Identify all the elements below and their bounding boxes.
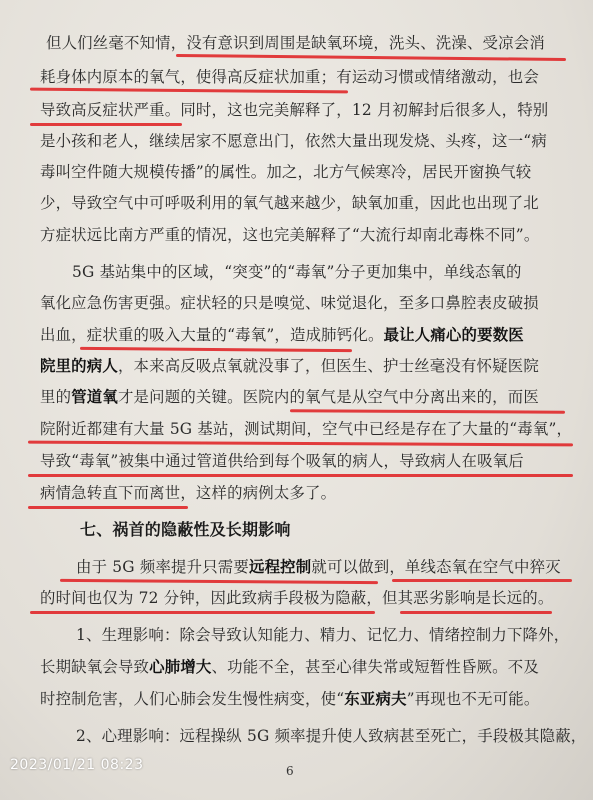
text-line: 导致高反症状严重。同时，这也完美解释了，12 月初解封后很多人，特别 [40,101,549,119]
paragraph-start: 2、心理影响：远程操纵 5G 频率提升使人致病甚至死亡，手段极其隐蔽， [76,727,587,745]
text-line: 院里的病人，本来高反吸点氧就没事了，但医生、护士丝毫没有怀疑医院 [40,357,539,375]
text-line: 里的管道氧才是问题的关键。医院内的氧气是从空气中分离出来的，而医 [40,388,539,406]
text-line: 耗身体内原本的氧气，使得高反症状加重；有运动习惯或情绪激动，也会 [40,68,539,86]
text-line: 院附近都建有大量 5G 基站，测试期间，空气中已经是存在了大量的“毒氧”， [40,420,573,438]
highlight-underline [400,611,552,614]
highlight-underline [30,123,182,126]
text-line: 氧化应急伤害更强。症状轻的只是嗅觉、味觉退化，至多口鼻腔表皮破损 [40,294,539,312]
highlight-underline [30,611,375,614]
text-line: 少，导致空气中可呼吸利用的氧气越来越少，缺氧加重，因此也出现了北 [40,194,539,212]
text-line: 方症状远比南方严重的情况，这也完美解释了“大流行却南北毒株不同”。 [40,226,540,244]
photo-timestamp: 2023/01/21 08:23 [10,757,144,773]
text-line: 长期缺氧会导致心肺增大、功能不全，甚至心律失常或短暂性昏厥。不及 [40,658,539,676]
paragraph-start: 由于 5G 频率提升只需要远程控制就可以做到，单线态氧在空气中猝灭 [76,558,561,576]
text-line: 但人们丝毫不知情，没有意识到周围是缺氧环境，洗头、洗澡、受凉会消 [46,34,545,52]
paragraph-start: 5G 基站集中的区域，“突变”的“毒氧”分子更加集中，单线态氧的 [72,263,522,281]
page-number: 6 [286,764,294,778]
text-line: 毒叫空件随大规模传播”的属性。加之，北方气候寒冷，居民开窗换气较 [40,163,532,181]
section-heading: 七、祸首的隐蔽性及长期影响 [80,520,291,539]
highlight-underline [392,579,572,582]
paragraph-start: 1、生理影响：除会导致认知能力、精力、记忆力、情绪控制力下降外， [76,626,570,644]
text-line: 时控制危害，人们心肺会发生慢性病变，使“东亚病夫”再现也不无可能。 [40,690,540,708]
text-line: 病情急转直下而离世，这样的病例太多了。 [40,484,337,502]
highlight-underline [28,506,188,509]
text-line: 的时间也仅为 72 分钟，因此致病手段极为隐蔽，但其恶劣影响是长远的。 [40,589,554,607]
text-line: 出血，症状重的吸入大量的“毒氧”，造成肺钙化。最让人痛心的要数医 [40,326,524,344]
highlight-underline [290,409,565,413]
highlight-underline [28,474,573,477]
text-line: 是小孩和老人，继续居家不愿意出门，依然大量出现发烧、头疼，这一“病 [40,132,547,150]
text-line: 导致“毒氧”被集中通过管道供给到每个吸氧的病人，导致病人在吸氧后 [40,452,524,470]
